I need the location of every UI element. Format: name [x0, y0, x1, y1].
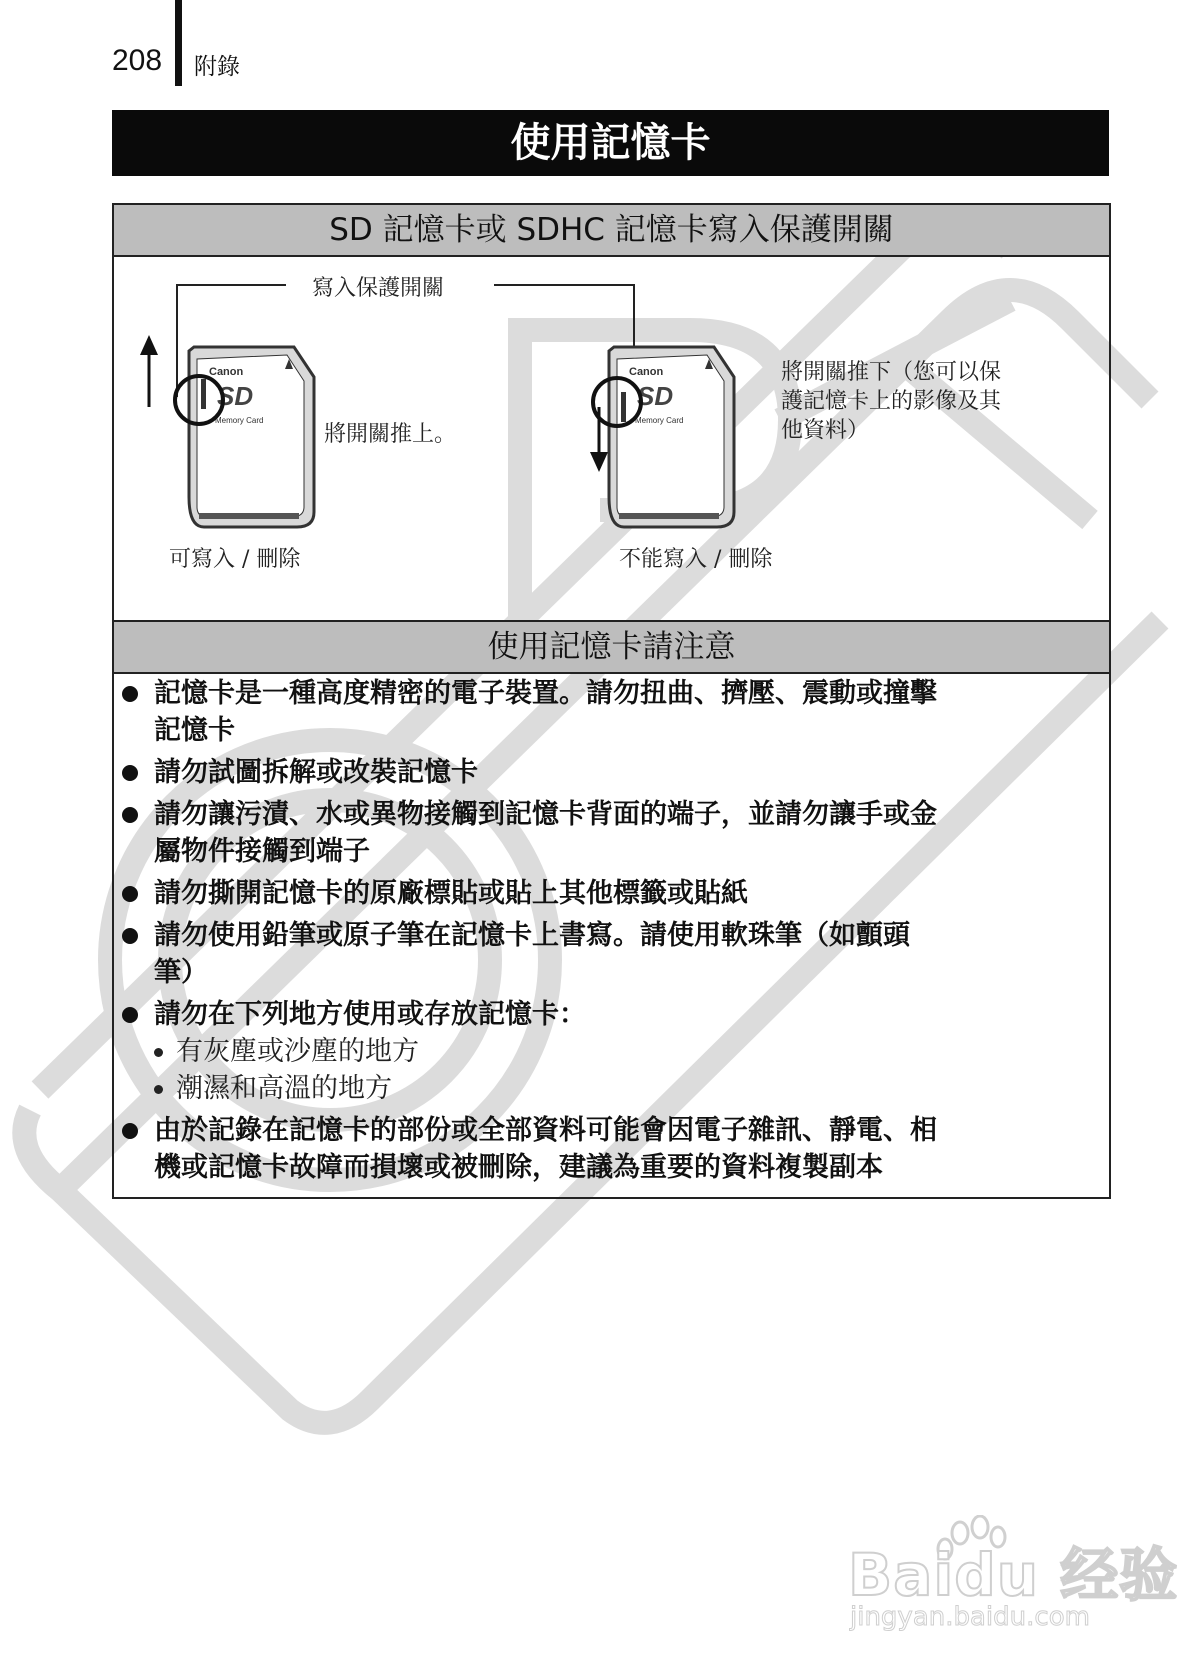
precautions-list	[114, 675, 1109, 1191]
svg-text:Memory Card: Memory Card	[635, 416, 684, 425]
list-item: 請勿使用鉛筆或原子筆在記憶卡上書寫。請使用軟珠筆（如顫頭 筆）	[114, 917, 1109, 991]
page-title: 使用記憶卡	[112, 110, 1109, 176]
left-sd-card	[175, 347, 314, 527]
right-sd-card	[593, 347, 734, 527]
svg-text:Canon: Canon	[209, 366, 244, 378]
right-instruction-line-3: 他資料）	[781, 418, 870, 443]
header-divider	[175, 0, 182, 86]
sub-list-item: 有灰塵或沙塵的地方	[114, 1033, 1109, 1070]
right-caption: 不能寫入 / 刪除	[619, 547, 773, 572]
right-instruction-line-1: 將開關推下（您可以保	[781, 360, 1002, 385]
svg-text:Memory Card: Memory Card	[215, 416, 264, 425]
switch-label: 寫入保護開關	[312, 276, 445, 301]
sub-list-item: 潮濕和高溫的地方	[114, 1070, 1109, 1107]
section-name: 附錄	[194, 54, 240, 80]
page-number: 208	[112, 44, 163, 77]
left-instruction: 將開關推上。	[324, 422, 457, 447]
write-protect-diagram	[114, 257, 1109, 620]
list-item: 由於記錄在記憶卡的部份或全部資料可能會因電子雜訊、靜電、相 機或記憶卡故障而損壞或被刪除，建議為重要的資料複製副本	[114, 1112, 1109, 1186]
svg-text:SD: SD	[637, 381, 674, 411]
protect-heading: SD 記憶卡或 SDHC 記憶卡寫入保護開關	[114, 205, 1109, 257]
list-item: 請勿試圖拆解或改裝記憶卡	[114, 754, 1109, 791]
baidu-logo: Baidu 经验	[848, 1541, 1179, 1609]
svg-text:SD: SD	[217, 381, 254, 411]
list-item: 請勿在下列地方使用或存放記憶卡：	[114, 996, 1109, 1033]
precautions-heading: 使用記憶卡請注意	[114, 620, 1109, 674]
content-box	[112, 203, 1111, 1199]
list-item: 請勿撕開記憶卡的原廠標貼或貼上其他標籤或貼紙	[114, 875, 1109, 912]
baidu-url: jingyan.baidu.com	[850, 1602, 1090, 1632]
list-item: 請勿讓污漬、水或異物接觸到記憶卡背面的端子，並請勿讓手或金 屬物件接觸到端子	[114, 796, 1109, 870]
list-item: 記憶卡是一種高度精密的電子裝置。請勿扭曲、擠壓、震動或撞擊 記憶卡	[114, 675, 1109, 749]
right-instruction-line-2: 護記憶卡上的影像及其	[781, 389, 1002, 414]
left-caption: 可寫入 / 刪除	[169, 547, 301, 572]
svg-text:Canon: Canon	[629, 366, 664, 378]
